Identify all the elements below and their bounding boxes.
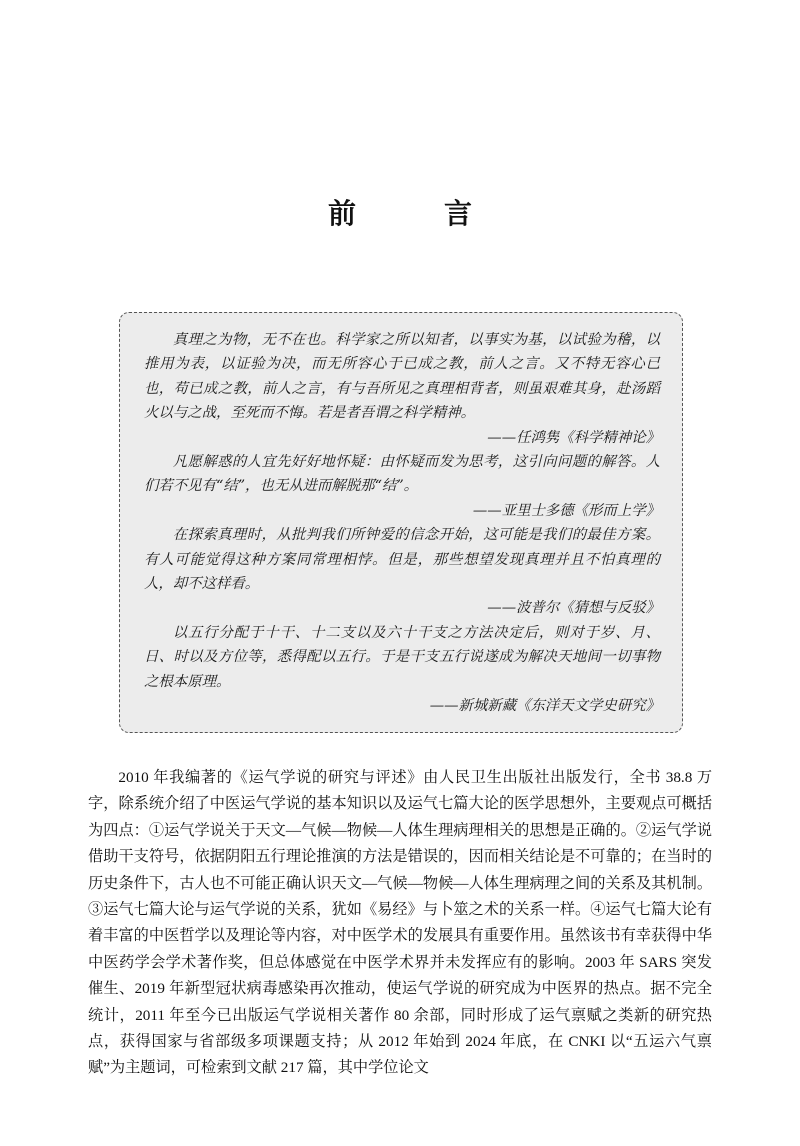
quote-attribution: ——波普尔《猜想与反驳》 (487, 600, 660, 617)
page-title: 前 言 (327, 197, 502, 230)
quote-attribution: ——亚里士多德《形而上学》 (472, 502, 660, 519)
quote-text: 以五行分配于十干、十二支以及六十干支之方法决定后，则对于岁、月、日、时以及方位等，悉得配以五行。于是干支五行说遂成为解决天地间一切事物之根本原理。 (144, 624, 660, 690)
quote-text: 在探索真理时，从批判我们所钟爱的信念开始，这可能是我们的最佳方案。有人可能觉得这种方案同常理相悖。但是，那些想望发现真理并且不怕真理的人，却不这样看。 (144, 527, 660, 593)
epigraph-box (119, 312, 683, 733)
body-paragraph: 2010 年我编著的《运气学说的研究与评述》由人民卫生出版社出版发行，全书 38.8 万字，除系统介绍了中医运气学说的基本知识以及运气七篇大论的医学思想外，主要观点可概括为四点：①运气学说关于天文—气候—物候—人体生理病理相关的思想是正确的。②运气学说借助干支符号，依据阴阳五行理论推演的方法是错误的，因而相关结论是不可靠的；在当时的历史条件下，古人也不可能正确认识天文—气候—物候—人体生理病理之间的关系及其机制。③运气七篇大论与运气学说的关系，犹如《易经》与卜筮之术的关系一样。④运气七篇大论有着丰富的中医哲学以及理论等内容，对中医学术的发展具有重要作用。虽然该书有幸获得中华中医药学会学术著作奖，但总体感觉在中医学术界并未发挥应有的影响。2003 年 SARS 突发催生、2019 年新型冠状病毒感染再次推动，使运气学说的研究成为中医界的热点。据不完全统计，2011 年至今已出版运气学说相关著作 80 余部，同时形成了运气禀赋之类新的研究热点，获得国家与省部级多项课题支持；从 2012 年始到 2024 年底，在 CNKI 以“五运六气禀赋”为主题词，可检索到文献 217 篇，其中学位论文 (88, 769, 712, 1077)
body-text (88, 765, 712, 1082)
quote-text: 真理之为物，无不在也。科学家之所以知者，以事实为基，以试验为稽，以推用为表，以证验为决，而无所容心于已成之教，前人之言。又不特无容心已也，苟已成之教，前人之言，有与吾所见之真理相背者，则虽艰难其身，赴汤蹈火以与之战，至死而不悔。若是者吾谓之科学精神。 (144, 332, 660, 422)
quote-text: 凡愿解惑的人宜先好好地怀疑：由怀疑而发为思考，这引向问题的解答。人们若不见有“结”，也无从进而解脱那“结”。 (144, 454, 660, 495)
quote-attribution: ——任鸿隽《科学精神论》 (487, 429, 660, 446)
quote-attribution: ——新城新藏《东洋天文学史研究》 (429, 698, 660, 715)
